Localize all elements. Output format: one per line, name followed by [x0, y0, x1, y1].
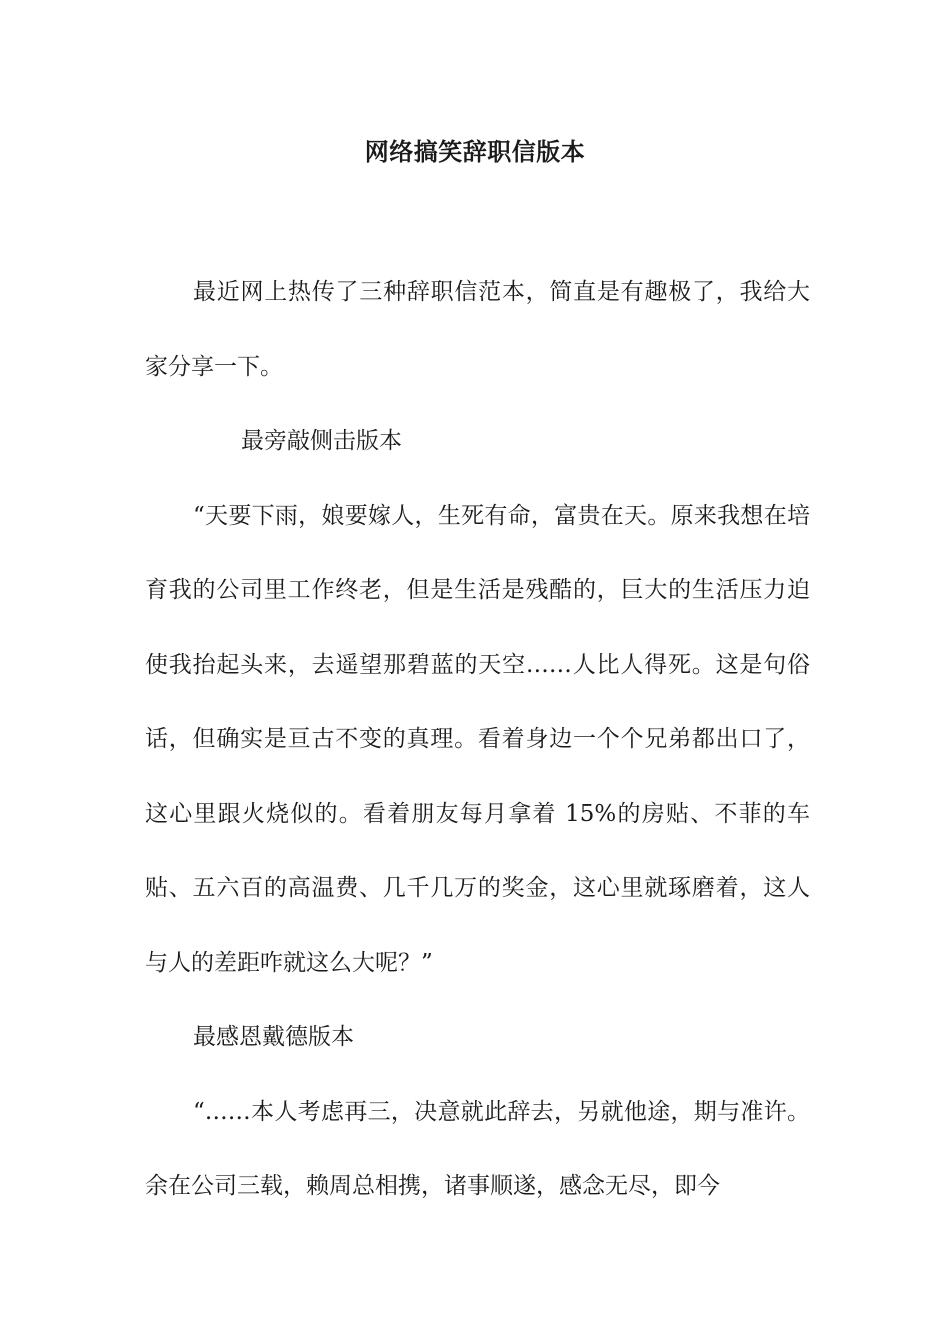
quote-paragraph-2: “……本人考虑再三，决意就此辞去，另就他途，期与准许。余在公司三载，赖周总相携，诸事顺遂，感念无尽，即今	[145, 1098, 810, 1199]
section-heading-1: 最旁敲侧击版本	[241, 428, 402, 454]
quote-paragraph-1: “天要下雨，娘要嫁人，生死有命，富贵在天。原来我想在培育我的公司里工作终老，但是生活是残酷的，巨大的生活压力迫使我抬起头来，去遥望那碧蓝的天空……人比人得死。这是句俗话，但确实是亘古不变的真理。看着身边一个个兄弟都出口了，这心里跟火烧似的。看着朋友每月拿着 15%的房贴、不菲的车贴、五六百的高温费、几千几万的奖金，这心里就琢磨着，这人与人的差距咋就这么大呢？”	[145, 502, 810, 976]
intro-paragraph: 最近网上热传了三种辞职信范本，简直是有趣极了，我给大家分享一下。	[145, 279, 810, 380]
section-heading-2: 最感恩戴德版本	[193, 1024, 354, 1050]
document-title: 网络搞笑辞职信版本	[364, 137, 586, 166]
document-body	[145, 255, 810, 1224]
